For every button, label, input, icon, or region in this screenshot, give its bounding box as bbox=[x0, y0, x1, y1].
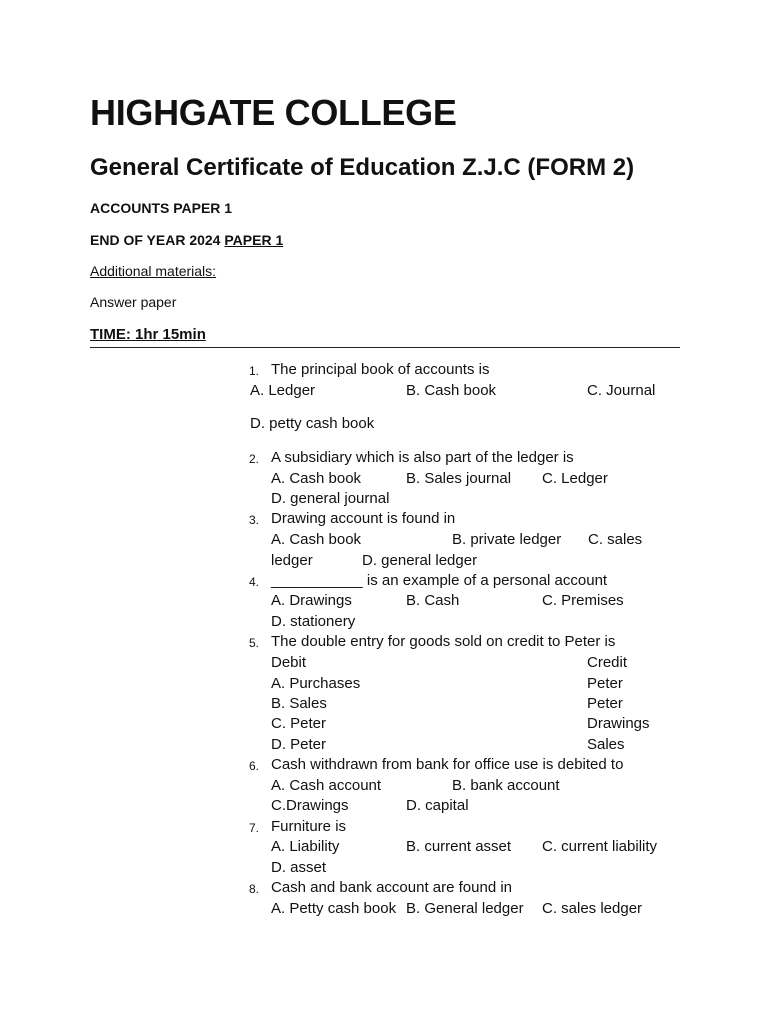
question-text: Cash withdrawn from bank for office use is debited to bbox=[271, 756, 624, 773]
option-c: C.Drawings bbox=[271, 797, 349, 814]
option-d-debit: D. Peter bbox=[271, 736, 327, 753]
question-text: Furniture is bbox=[271, 818, 347, 835]
option-d: D. general ledger bbox=[362, 552, 478, 569]
option-d: D. capital bbox=[406, 797, 469, 814]
debit-header: Debit bbox=[271, 654, 307, 671]
exam-prefix: END OF YEAR 2024 bbox=[90, 232, 225, 248]
header-divider bbox=[90, 347, 680, 348]
option-d: D. stationery bbox=[271, 613, 356, 630]
certificate-title: General Certificate of Education Z.J.C (FORM 2) bbox=[90, 154, 635, 181]
option-c: C. current liability bbox=[542, 838, 658, 855]
exam-line bbox=[90, 232, 283, 248]
option-b: B. Cash book bbox=[406, 382, 497, 399]
option-a: A. Ledger bbox=[250, 382, 316, 399]
option-b: B. General ledger bbox=[406, 900, 524, 917]
additional-materials-label: Additional materials: bbox=[90, 263, 217, 279]
option-a: A. Cash account bbox=[271, 777, 382, 794]
exam-paper: PAPER 1 bbox=[224, 232, 284, 248]
option-b: B. Cash bbox=[406, 592, 460, 609]
option-b: B. Sales journal bbox=[406, 470, 512, 487]
option-b-credit: Peter bbox=[587, 695, 623, 712]
option-d-credit: Sales bbox=[587, 736, 625, 753]
option-c-continued: ledger bbox=[271, 552, 313, 569]
question-number: 5. bbox=[249, 636, 260, 650]
option-c-credit: Drawings bbox=[587, 715, 650, 732]
time-allowed: TIME: 1hr 15min bbox=[90, 326, 206, 343]
option-b: B. bank account bbox=[452, 777, 560, 794]
option-a: A. Drawings bbox=[271, 592, 352, 609]
question-number: 6. bbox=[249, 759, 260, 773]
option-d: D. petty cash book bbox=[250, 415, 375, 432]
option-b-debit: B. Sales bbox=[271, 695, 327, 712]
paper-title: ACCOUNTS PAPER 1 bbox=[90, 200, 233, 216]
option-a: A. Petty cash book bbox=[271, 900, 397, 917]
option-a: A. Cash book bbox=[271, 531, 362, 548]
option-a: A. Cash book bbox=[271, 470, 362, 487]
question-text: Cash and bank account are found in bbox=[271, 879, 513, 896]
option-c-debit: C. Peter bbox=[271, 715, 327, 732]
question-text: A subsidiary which is also part of the ledger is bbox=[271, 449, 574, 466]
question-number: 8. bbox=[249, 882, 260, 896]
option-c: C. sales ledger bbox=[542, 900, 643, 917]
question-number: 7. bbox=[249, 821, 260, 835]
question-text: Drawing account is found in bbox=[271, 510, 456, 527]
question-number: 1. bbox=[249, 364, 260, 378]
question-text: The principal book of accounts is bbox=[271, 361, 490, 378]
question-number: 2. bbox=[249, 452, 260, 466]
option-c: C. Premises bbox=[542, 592, 624, 609]
option-d: D. asset bbox=[271, 859, 327, 876]
option-a-debit: A. Purchases bbox=[271, 675, 361, 692]
option-c: C. Ledger bbox=[542, 470, 608, 487]
question-number: 3. bbox=[249, 513, 260, 527]
option-c: C. Journal bbox=[587, 382, 656, 399]
question-text: The double entry for goods sold on credit to Peter is bbox=[271, 633, 616, 650]
option-a-credit: Peter bbox=[587, 675, 623, 692]
option-c: C. sales bbox=[588, 531, 643, 548]
school-name: HIGHGATE COLLEGE bbox=[90, 92, 457, 133]
question-text: ___________ is an example of a personal account bbox=[271, 572, 608, 589]
answer-paper-label: Answer paper bbox=[90, 294, 177, 310]
option-d: D. general journal bbox=[271, 490, 390, 507]
credit-header: Credit bbox=[587, 654, 628, 671]
option-a: A. Liability bbox=[271, 838, 340, 855]
option-b: B. current asset bbox=[406, 838, 512, 855]
question-number: 4. bbox=[249, 575, 260, 589]
option-b: B. private ledger bbox=[452, 531, 562, 548]
